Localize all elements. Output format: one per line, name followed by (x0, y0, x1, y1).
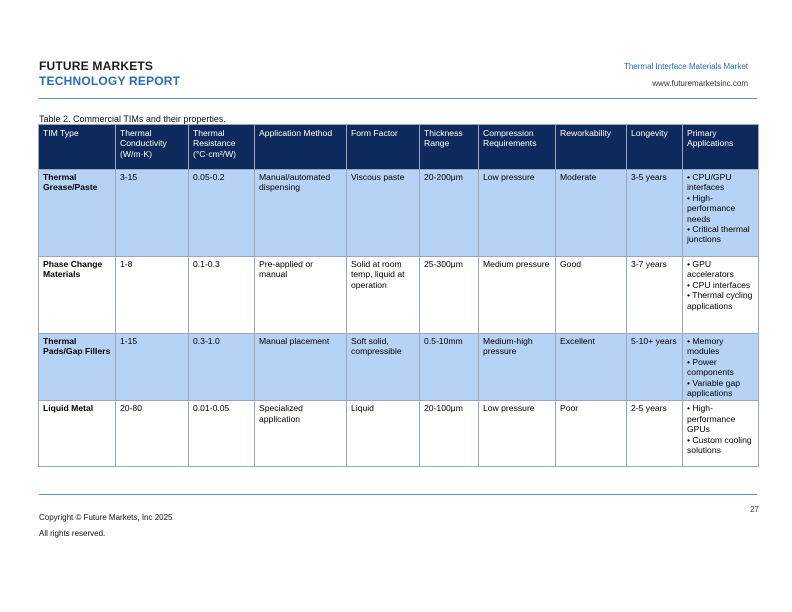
list-item: • Power components (687, 356, 734, 378)
longevity-cell: 5-10+ years (627, 334, 683, 401)
list-item: • GPU accelerators (687, 259, 734, 280)
column-header: Thermal Resistance (°C·cm²/W) (189, 125, 255, 170)
table-row (39, 257, 759, 334)
thickness-cell: 20-200μm (420, 170, 479, 257)
tim-properties-table (38, 124, 759, 467)
longevity-cell: 3-7 years (627, 257, 683, 334)
table-row (39, 170, 759, 257)
list-item: • Custom cooling solutions (687, 434, 752, 456)
table-header-row (39, 125, 759, 170)
method-cell: Manual placement (255, 334, 347, 401)
list-item: • CPU interfaces (687, 279, 751, 290)
conductivity-cell: 1-8 (116, 257, 189, 334)
tim-type-cell: Liquid Metal (39, 401, 116, 467)
list-item: • Memory modules (687, 336, 724, 357)
column-header: Application Method (255, 125, 347, 170)
reworkability-cell: Poor (556, 401, 627, 467)
thickness-cell: 20-100μm (420, 401, 479, 467)
longevity-cell: 3-5 years (627, 170, 683, 257)
tim-type-cell: Thermal Pads/Gap Fillers (39, 334, 116, 401)
compression-cell: Low pressure (479, 401, 556, 467)
form-factor-cell: Viscous paste (347, 170, 420, 257)
form-factor-cell: Solid at room temp, liquid at operation (347, 257, 420, 334)
method-cell: Pre-applied or manual (255, 257, 347, 334)
form-factor-cell: Soft solid, compressible (347, 334, 420, 401)
list-item: • CPU/GPU interfaces (687, 172, 732, 193)
copyright-text: Copyright © Future Markets, Inc 2025 (39, 513, 173, 522)
applications-cell (683, 170, 759, 257)
list-item: • High-performance needs (687, 192, 736, 224)
reworkability-cell: Good (556, 257, 627, 334)
page-number: 27 (750, 505, 759, 514)
applications-list (687, 172, 754, 245)
brand-name: FUTURE MARKETS (39, 59, 154, 73)
conductivity-cell: 3-15 (116, 170, 189, 257)
column-header: Thermal Conductivity (W/m·K) (116, 125, 189, 170)
resistance-cell: 0.05-0.2 (189, 170, 255, 257)
applications-list (687, 259, 754, 311)
method-cell: Specialized application (255, 401, 347, 467)
list-item: • High-performance GPUs (687, 403, 736, 435)
applications-cell (683, 257, 759, 334)
column-header: TIM Type (39, 125, 116, 170)
column-header: Primary Applications (683, 125, 759, 170)
rights-text: All rights reserved. (39, 529, 106, 538)
thickness-cell: 25-300μm (420, 257, 479, 334)
applications-list (687, 336, 754, 398)
footer-divider (39, 494, 757, 495)
longevity-cell: 2-5 years (627, 401, 683, 467)
applications-list (687, 403, 754, 455)
header-right (624, 62, 748, 89)
header-divider (39, 98, 757, 99)
conductivity-cell: 20-80 (116, 401, 189, 467)
column-header: Compression Requirements (479, 125, 556, 170)
thickness-cell: 0.5-10mm (420, 334, 479, 401)
column-header: Longevity (627, 125, 683, 170)
method-cell: Manual/automated dispensing (255, 170, 347, 257)
column-header: Form Factor (347, 125, 420, 170)
reworkability-cell: Moderate (556, 170, 627, 257)
column-header: Reworkability (556, 125, 627, 170)
resistance-cell: 0.01-0.05 (189, 401, 255, 467)
tim-type-cell: Phase Change Materials (39, 257, 116, 334)
column-header: Thickness Range (420, 125, 479, 170)
report-name: Thermal Interface Materials Market (623, 62, 748, 71)
tim-type-cell: Thermal Grease/Paste (39, 170, 116, 257)
conductivity-cell: 1-15 (116, 334, 189, 401)
resistance-cell: 0.1-0.3 (189, 257, 255, 334)
compression-cell: Low pressure (479, 170, 556, 257)
compression-cell: Medium-high pressure (479, 334, 556, 401)
table-row (39, 401, 759, 467)
brand-subtitle: TECHNOLOGY REPORT (39, 74, 181, 88)
table-caption: Table 2. Commercial TIMs and their properties. (39, 114, 226, 124)
compression-cell: Medium pressure (479, 257, 556, 334)
form-factor-cell: Liquid (347, 401, 420, 467)
list-item: • Thermal cycling applications (687, 290, 753, 311)
website-url[interactable]: www.futuremarketsinc.com (652, 79, 748, 88)
list-item: • Variable gap applications (687, 377, 741, 399)
list-item: • Critical thermal junctions (687, 224, 750, 245)
applications-cell (683, 334, 759, 401)
table-row (39, 334, 759, 401)
applications-cell (683, 401, 759, 467)
brand-block (39, 59, 180, 89)
resistance-cell: 0.3-1.0 (189, 334, 255, 401)
reworkability-cell: Excellent (556, 334, 627, 401)
